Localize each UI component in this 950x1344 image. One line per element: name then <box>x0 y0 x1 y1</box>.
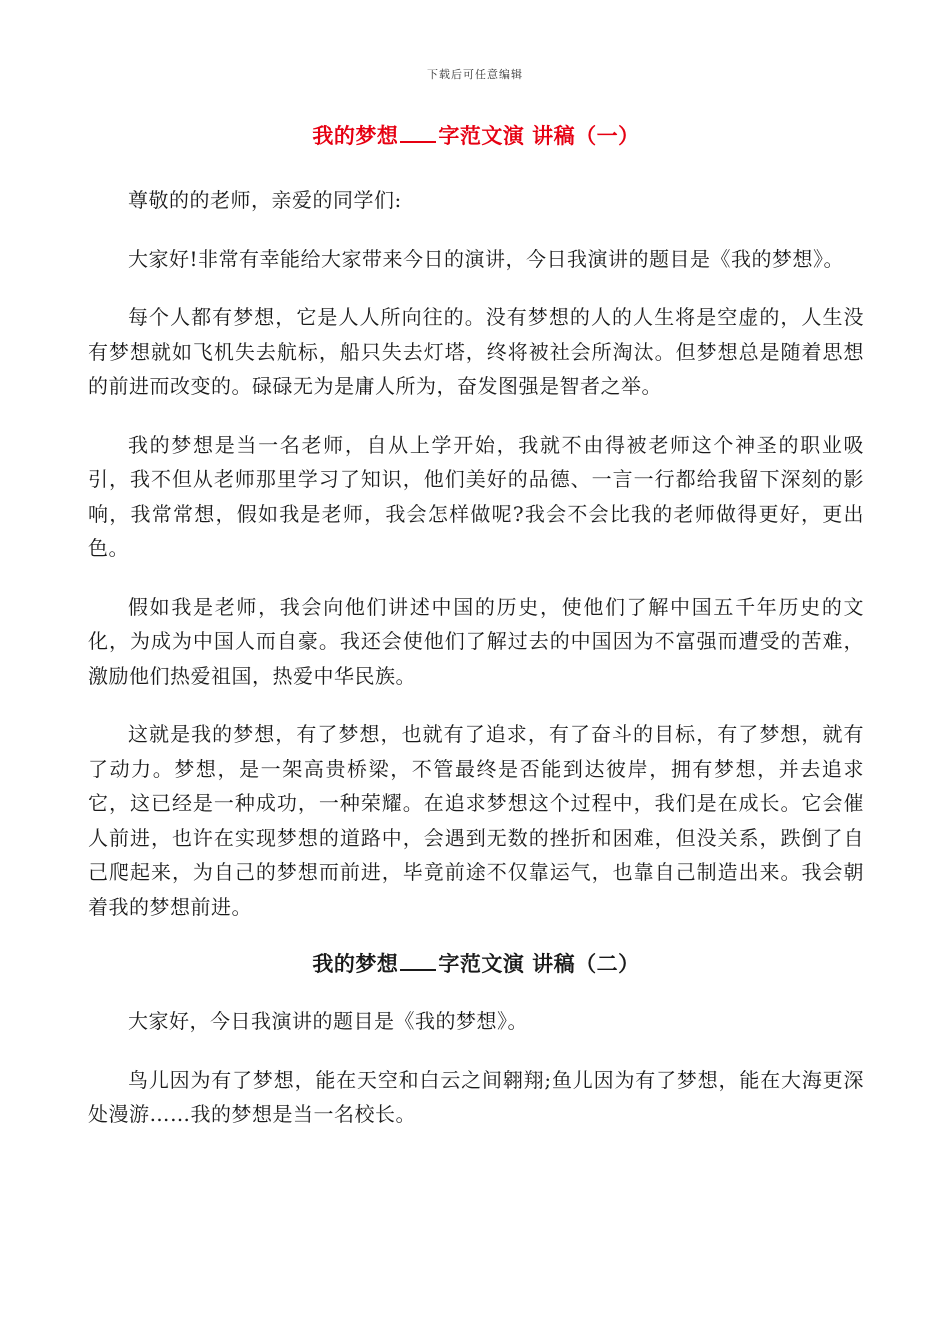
section-1-paragraph: 尊敬的的老师，亲爱的同学们: <box>128 188 402 212</box>
section-2-title-post: 字范文演 讲稿（二） <box>438 951 640 976</box>
section-2-paragraph: 大家好，今日我演讲的题目是《我的梦想》。 <box>128 1009 528 1033</box>
section-1-paragraph: 假如我是老师，我会向他们讲述中国的历史，使他们了解中国五千年历史的文化，为成为中国人而自豪。我还会使他们了解过去的中国因为不富强而遭受的苦难，激励他们热爱祖国，热爱中华民族。 <box>88 594 864 688</box>
section-1-title <box>88 118 864 154</box>
title-blank-line <box>400 123 436 143</box>
section-1-paragraph: 每个人都有梦想，它是人人所向往的。没有梦想的人的人生将是空虚的，人生没有梦想就如飞机失去航标，船只失去灯塔，终将被社会所淘汰。但梦想总是随着思想的前进而改变的。碌碌无为是庸人所为，奋发图强是智者之举。 <box>88 305 864 398</box>
section-1-paragraph: 大家好!非常有幸能给大家带来今日的演讲，今日我演讲的题目是《我的梦想》。 <box>128 246 845 271</box>
section-2-title <box>88 946 864 982</box>
section-1-paragraph: 我的梦想是当一名老师，自从上学开始，我就不由得被老师这个神圣的职业吸引，我不但从老师那里学习了知识，他们美好的品德、一言一行都给我留下深刻的影响，我常常想，假如我是老师，我会怎样做呢?我会不会比我的老师做得更好，更出色。 <box>88 432 864 560</box>
header-note: 下载后可任意编辑 <box>427 68 523 81</box>
document-body <box>88 118 864 1132</box>
title-blank-line <box>400 951 436 971</box>
section-1-paragraph: 这就是我的梦想，有了梦想，也就有了追求，有了奋斗的目标，有了梦想，就有了动力。梦想，是一架高贵桥梁，不管最终是否能到达彼岸，拥有梦想，并去追求它，这已经是一种成功，一种荣耀。在追求梦想这个过程中，我们是在成长。它会催人前进，也许在实现梦想的道路中，会遇到无数的挫折和困难，但没关系，跌倒了自己爬起来，为自己的梦想而前进，毕竟前途不仅靠运气，也靠自己制造出来。我会朝着我的梦想前进。 <box>88 722 864 919</box>
section-2-paragraph: 鸟儿因为有了梦想，能在天空和白云之间翱翔;鱼儿因为有了梦想，能在大海更深处漫游……我的梦想是当一名校长。 <box>88 1067 864 1126</box>
section-1-title-pre: 我的梦想 <box>312 123 399 148</box>
section-1-title-post: 字范文演 讲稿（一） <box>438 123 640 148</box>
section-2-title-pre: 我的梦想 <box>312 951 399 976</box>
